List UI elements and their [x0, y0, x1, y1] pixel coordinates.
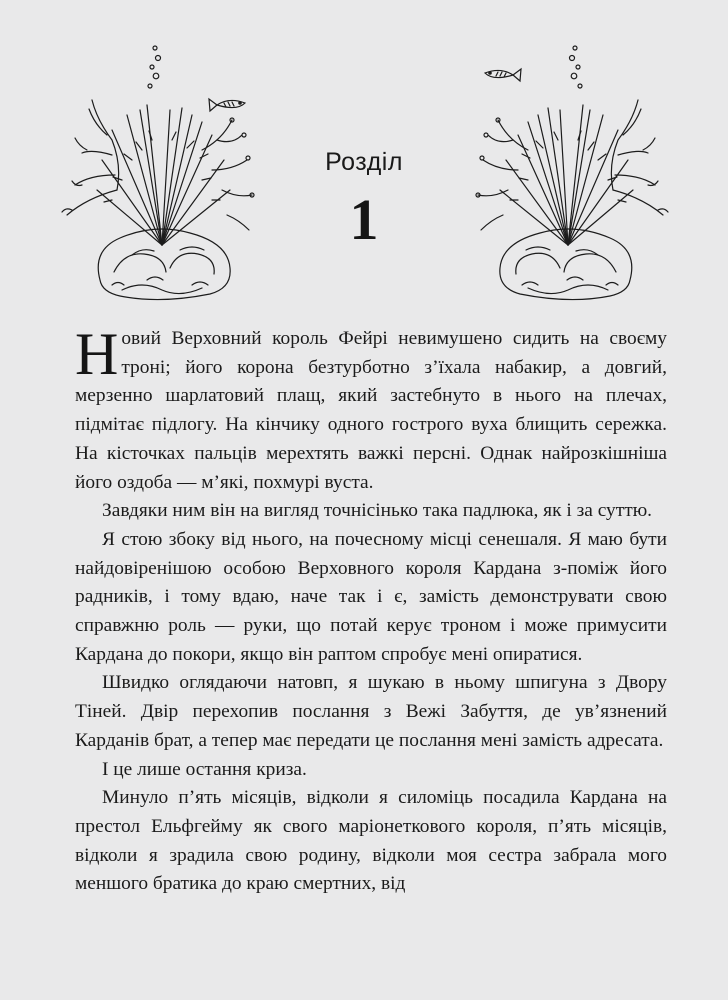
paragraph-5: І це лише остання криза. — [102, 758, 307, 780]
chapter-label: Розділ — [325, 148, 403, 176]
paragraph-1 — [75, 321, 667, 497]
paragraph-1-text: овий Верховний король Фейрі невимушено сидить на своєму троні; його корона безтурботно з’їхала набакир, а довгий, мерзенно шарлатовий плащ, який застебнуто в нього на плечах, підмітає підлогу. На кінчику одного гострого вуха блищить сережка. На кісточках пальців мерехтять важкі персні. Однак найрозкішніша його оздоба — м’які, похмурі вуста. — [75, 328, 667, 493]
paragraph-4: Швидко оглядаючи натовп, я шукаю в ньому шпигуна з Двору Тіней. Двір перехопив послання з Вежі Забуття, де ув’язнений Карданів брат, а тепер має передати це послання мені замість адресата. — [75, 672, 667, 751]
drop-cap: Н — [75, 321, 119, 387]
paragraph-2: Завдяки ним він на вигляд точнісінько така падлюка, як і за суттю. — [102, 500, 653, 522]
paragraph-6: Минуло п’ять місяців, відколи я силоміць посадила Кардана на престол Ельфгейму як свого маріонеткового короля, п’ять місяців, відколи я зрадила свою родину, відколи моя сестра забрала мого меншого братика до краю смертних, від — [75, 787, 667, 895]
chapter-number: 1 — [349, 187, 379, 252]
chapter-body — [75, 321, 667, 899]
paragraph-3: Я стою збоку від нього, на почесному місці сенешаля. Я маю бути найдовіренішою особою Верховного короля Кардана з-поміж його радників, і тому вдаю, наче так і є, замість демонструвати свою справжню роль — руки, що потай керує троном і може примусити Кардана до покори, якщо він раптом спробує мені опиратися. — [75, 528, 667, 665]
